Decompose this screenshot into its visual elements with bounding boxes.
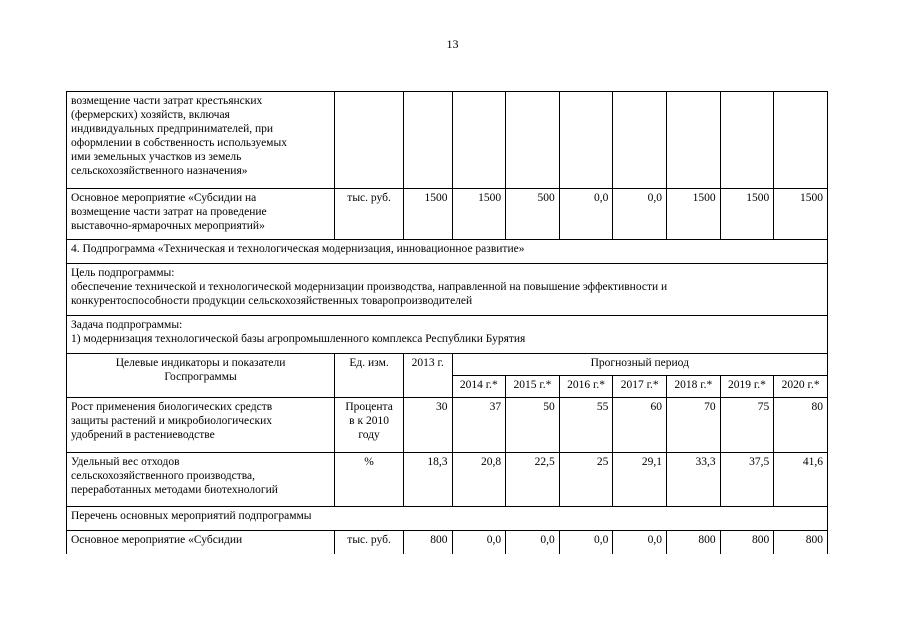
header-year: 2019 г.* [720, 376, 774, 398]
activity-name-cell: Основное мероприятие «Субсидии [67, 531, 335, 554]
value-cell: 1500 [403, 189, 452, 240]
page-number: 13 [446, 37, 459, 51]
unit-cell: % [335, 453, 404, 507]
unit-cell: тыс. руб. [335, 189, 404, 240]
header-year: 2014 г.* [452, 376, 506, 398]
header-year: 2020 г.* [774, 376, 828, 398]
table-row [67, 92, 828, 189]
header-year: 2017 г.* [613, 376, 667, 398]
value-cell [613, 92, 667, 189]
unit-cell [335, 92, 404, 189]
activities-title: Перечень основных мероприятий подпрограммы [67, 507, 828, 531]
value-cell: 1500 [452, 189, 506, 240]
value-cell: 50 [506, 398, 560, 453]
value-cell: 1500 [667, 189, 721, 240]
table-row [67, 316, 828, 354]
value-cell: 0,0 [613, 189, 667, 240]
value-cell [774, 92, 828, 189]
value-cell: 70 [667, 398, 721, 453]
value-cell [452, 92, 506, 189]
unit-cell: Процента в к 2010 году [335, 398, 404, 453]
value-cell [559, 92, 613, 189]
value-cell: 33,3 [667, 453, 721, 507]
header-year: 2015 г.* [506, 376, 560, 398]
value-cell [403, 92, 452, 189]
header-year: 2016 г.* [559, 376, 613, 398]
value-cell: 20,8 [452, 453, 506, 507]
value-cell: 1500 [774, 189, 828, 240]
value-cell: 18,3 [403, 453, 452, 507]
table-row [67, 531, 828, 554]
table-row [67, 240, 828, 264]
value-cell: 41,6 [774, 453, 828, 507]
value-cell: 37,5 [720, 453, 774, 507]
value-cell: 0,0 [613, 531, 667, 554]
table-header-row [67, 354, 828, 376]
table-row [67, 507, 828, 531]
value-cell: 800 [774, 531, 828, 554]
subprogram-goal: Цель подпрограммы: обеспечение технической и технологической модернизации производства, направленной на повышение эффективности и конкурентоспособности продукции сельскохозяйственных товаропроизводителей [67, 264, 828, 316]
indicator-name-cell: Удельный вес отходов сельскохозяйственного производства, переработанных методами биотехнологий [67, 453, 335, 507]
value-cell: 29,1 [613, 453, 667, 507]
indicator-name-cell: Рост применения биологических средств защиты растений и микробиологических удобрений в растениеводстве [67, 398, 335, 453]
header-year: 2018 г.* [667, 376, 721, 398]
table-row [67, 398, 828, 453]
header-indicators: Целевые индикаторы и показатели Госпрограммы [67, 354, 335, 398]
unit-cell: тыс. руб. [335, 531, 404, 554]
value-cell: 0,0 [559, 189, 613, 240]
value-cell: 0,0 [452, 531, 506, 554]
indicators-table [66, 91, 828, 554]
value-cell [720, 92, 774, 189]
value-cell: 80 [774, 398, 828, 453]
value-cell: 0,0 [559, 531, 613, 554]
value-cell [667, 92, 721, 189]
activity-name-cell: возмещение части затрат крестьянских (фермерских) хозяйств, включая индивидуальных предпринимателей, при оформлении в собственность используемых ими земельных участков из земель сельскохозяйственного назначения» [67, 92, 335, 189]
value-cell: 800 [667, 531, 721, 554]
value-cell [506, 92, 560, 189]
value-cell: 22,5 [506, 453, 560, 507]
value-cell: 75 [720, 398, 774, 453]
activity-name-cell: Основное мероприятие «Субсидии на возмещение части затрат на проведение выставочно-ярмарочных мероприятий» [67, 189, 335, 240]
value-cell: 500 [506, 189, 560, 240]
value-cell: 25 [559, 453, 613, 507]
subprogram-task: Задача подпрограммы: 1) модернизация технологической базы агропромышленного комплекса Республики Бурятия [67, 316, 828, 354]
value-cell: 55 [559, 398, 613, 453]
header-forecast: Прогнозный период [452, 354, 827, 376]
value-cell: 60 [613, 398, 667, 453]
value-cell: 800 [403, 531, 452, 554]
subprogram-title: 4. Подпрограмма «Техническая и технологическая модернизация, инновационное развитие» [67, 240, 828, 264]
value-cell: 0,0 [506, 531, 560, 554]
value-cell: 1500 [720, 189, 774, 240]
table-row [67, 453, 828, 507]
table-row [67, 264, 828, 316]
value-cell: 800 [720, 531, 774, 554]
header-unit: Ед. изм. [335, 354, 404, 398]
value-cell: 30 [403, 398, 452, 453]
value-cell: 37 [452, 398, 506, 453]
header-base-year: 2013 г. [403, 354, 452, 398]
table-row [67, 189, 828, 240]
